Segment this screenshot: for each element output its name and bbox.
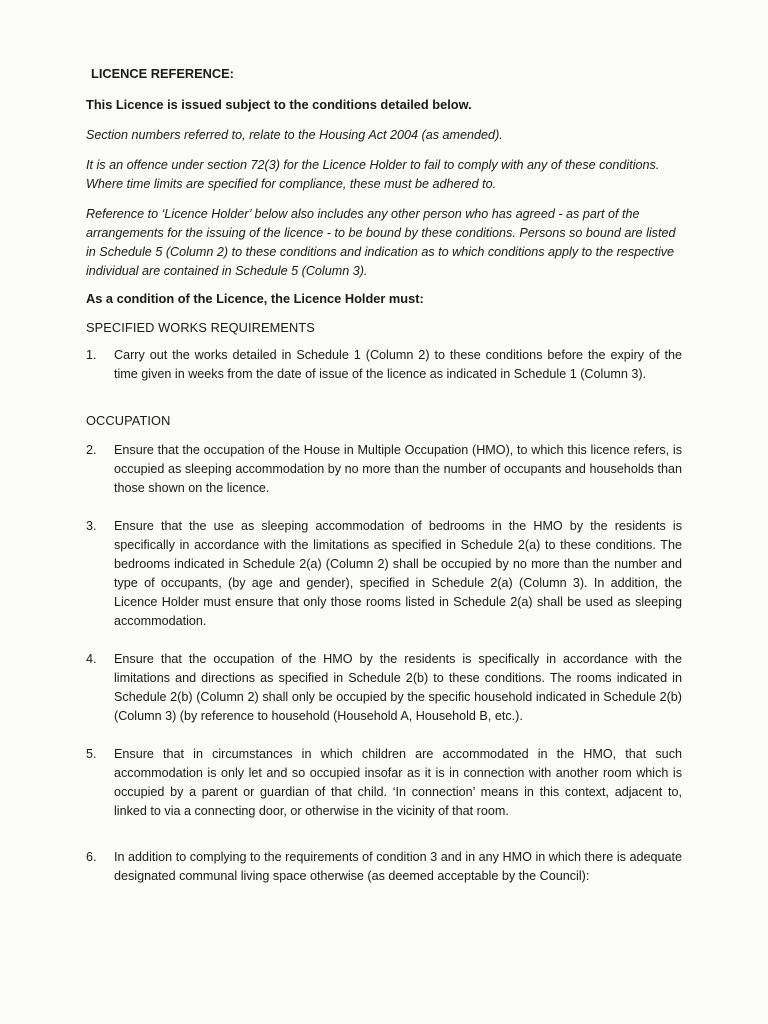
condition-text: In addition to complying to the requirements of condition 3 and in any HMO in which there is adequate designated communal living space otherwise (as deemed acceptable by the Council): xyxy=(114,850,682,883)
condition-text: Ensure that the occupation of the House in Multiple Occupation (HMO), to which this licence refers, is occupied as sleeping accommodation by no more than the number of occupants and households than those shown on the licence. xyxy=(114,443,682,495)
section-note: Section numbers referred to, relate to the Housing Act 2004 (as amended). xyxy=(86,128,503,142)
condition-item-2 xyxy=(86,441,682,498)
document-body xyxy=(86,64,682,886)
condition-number: 1. xyxy=(86,348,97,362)
condition-item-6 xyxy=(86,848,682,886)
condition-number: 2. xyxy=(86,443,97,457)
condition-text: Ensure that the occupation of the HMO by the residents is specifically in accordance with the limitations and directions as specified in Schedule 2(b) to these conditions. The rooms indicated in Schedule 2(b) (Column 2) shall only be occupied by the specific household indicated in Schedule 2(b) (Column 3) (by reference to household (Household A, Household B, etc.). xyxy=(114,652,682,723)
condition-item-3 xyxy=(86,517,682,631)
condition-text: Carry out the works detailed in Schedule 1 (Column 2) to these conditions before the expiry of the time given in weeks from the date of issue of the licence as indicated in Schedule 1 (Column 3). xyxy=(114,348,682,381)
condition-item-1 xyxy=(86,346,682,384)
offence-note: It is an offence under section 72(3) for the Licence Holder to fail to comply with any of these conditions. Where time limits are specified for compliance, these must be adhered to. xyxy=(86,158,660,191)
condition-number: 6. xyxy=(86,850,97,864)
condition-text: Ensure that the use as sleeping accommodation of bedrooms in the HMO by the residents is specifically in accordance with the limitations as specified in Schedule 2(a) to these conditions. The bedrooms indicated in Schedule 2(a) (Column 2) shall be occupied by no more than the number and type of occupants, (by age and gender), specified in Schedule 2(a) (Column 3). In addition, the Licence Holder must ensure that only those rooms listed in Schedule 2(a) shall be used as sleeping accommodation. xyxy=(114,519,682,628)
reference-note: Reference to ‘Licence Holder’ below also includes any other person who has agreed - as part of the arrangements for the issuing of the licence - to be bound by these conditions. Persons so bound are listed in Schedule 5 (Column 2) to these conditions and indication as to which conditions apply to the respective individual are contained in Schedule 5 (Column 3). xyxy=(86,207,676,278)
intro-statement: This Licence is issued subject to the conditions detailed below. xyxy=(86,97,472,112)
condition-number: 4. xyxy=(86,652,97,666)
licence-reference-label: LICENCE REFERENCE: xyxy=(91,66,234,81)
condition-item-5 xyxy=(86,745,682,821)
condition-text: Ensure that in circumstances in which children are accommodated in the HMO, that such accommodation is only let and so occupied insofar as it is in connection with another room which is occupied by a parent or guardian of that child. ‘In connection’ means in this context, adjacent to, linked to via a connecting door, or otherwise in the vicinity of that room. xyxy=(114,747,682,818)
condition-heading: As a condition of the Licence, the Licence Holder must: xyxy=(86,291,424,306)
occupation-heading: OCCUPATION xyxy=(86,413,171,428)
condition-number: 3. xyxy=(86,519,97,533)
condition-item-4 xyxy=(86,650,682,726)
specified-works-heading: SPECIFIED WORKS REQUIREMENTS xyxy=(86,320,315,335)
condition-number: 5. xyxy=(86,747,97,761)
